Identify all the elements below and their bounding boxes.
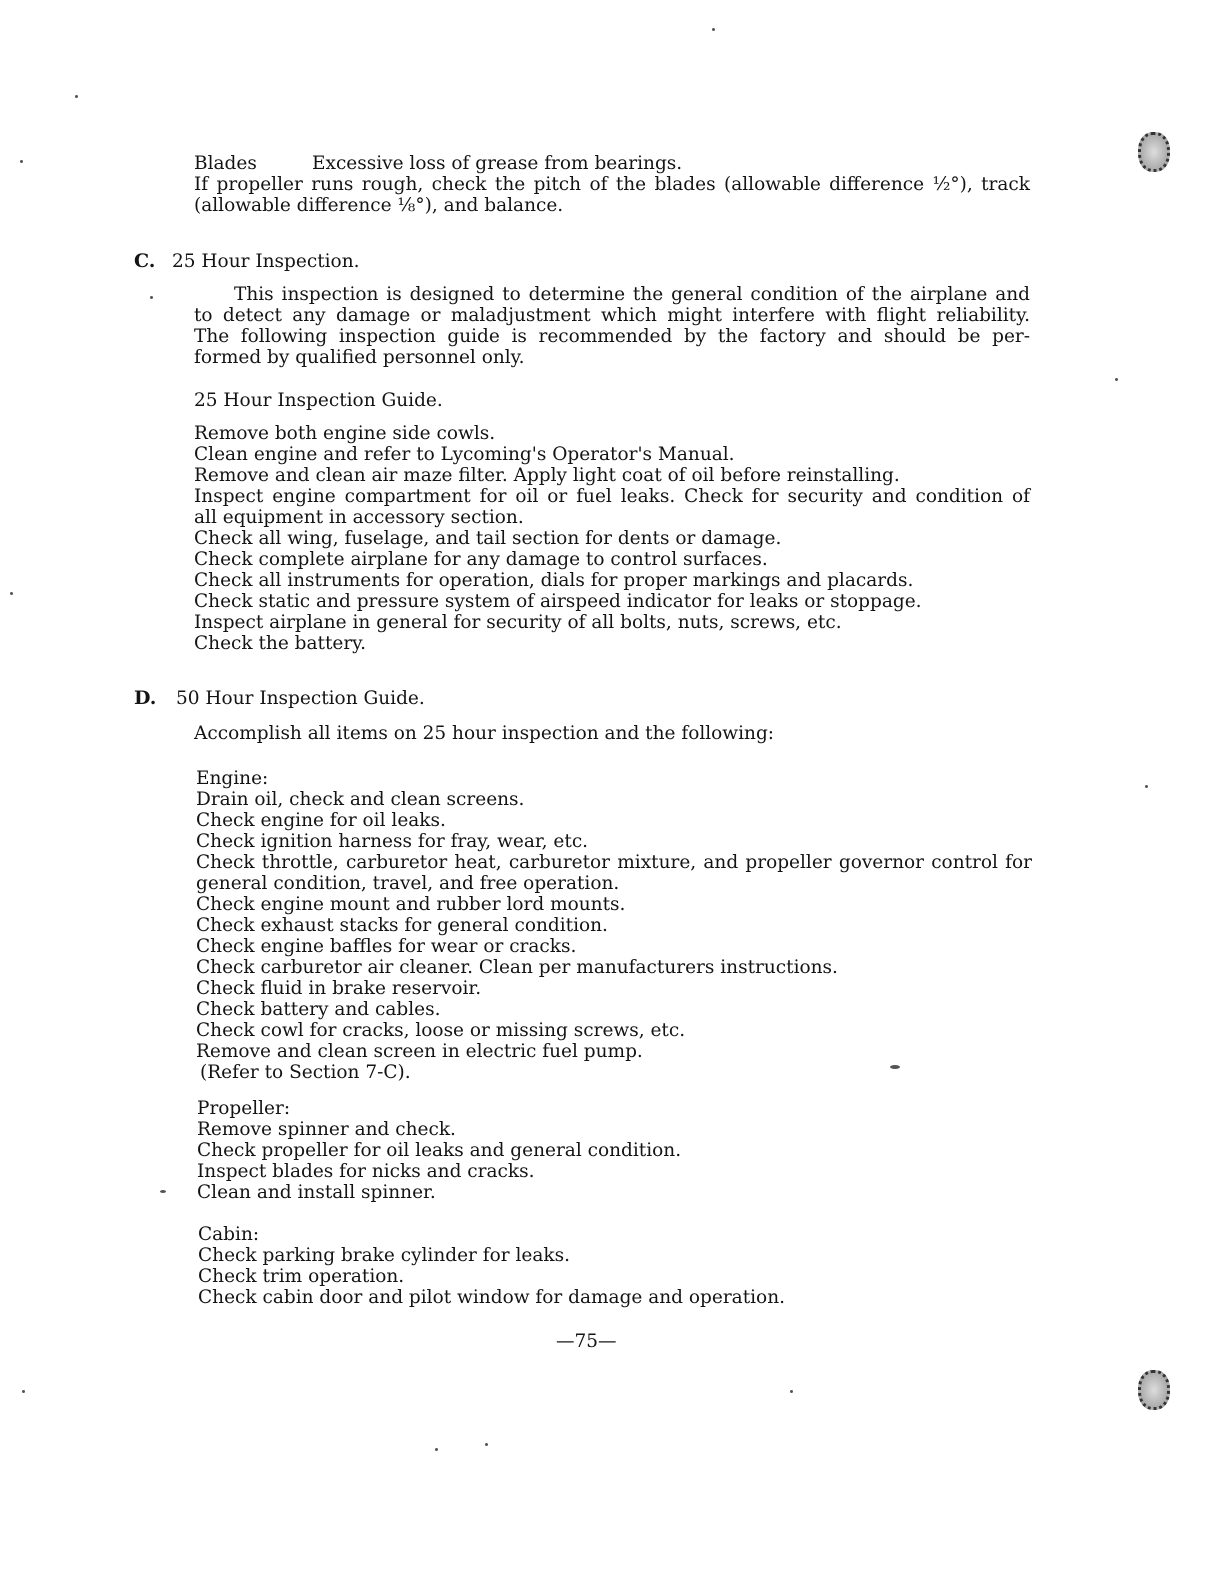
intro-line: to detect any damage or maladjustment which might interfere with flight reliability.	[194, 305, 1030, 326]
list-item: Inspect engine compartment for oil or fuel leaks. Check for security and condition of	[194, 486, 1030, 507]
binder-hole-bottom	[1138, 1370, 1170, 1410]
list-item: general condition, travel, and free operation.	[196, 873, 620, 894]
list-item: Check engine for oil leaks.	[196, 810, 446, 831]
list-item: all equipment in accessory section.	[194, 507, 524, 528]
list-item: Check complete airplane for any damage to control surfaces.	[194, 549, 768, 570]
list-item: Check propeller for oil leaks and general condition.	[197, 1140, 682, 1161]
list-item: Check carburetor air cleaner. Clean per manufacturers instructions.	[196, 957, 838, 978]
section-c-letter: C.	[134, 250, 156, 272]
list-item: Check throttle, carburetor heat, carburetor mixture, and propeller governor control for	[196, 852, 1032, 873]
guide-title-25: 25 Hour Inspection Guide.	[194, 390, 443, 411]
cabin-list	[198, 1224, 1034, 1308]
propeller-heading: Propeller:	[197, 1098, 291, 1119]
list-item: Remove and clean air maze filter. Apply light coat of oil before reinstalling.	[194, 465, 900, 486]
list-item: Check all wing, fuselage, and tail section for dents or damage.	[194, 528, 782, 549]
list-item: Inspect airplane in general for security of all bolts, nuts, screws, etc.	[194, 612, 842, 633]
propeller-list	[197, 1098, 1033, 1203]
intro-line: formed by qualified personnel only.	[194, 347, 525, 368]
scan-speck	[890, 1065, 900, 1069]
engine-list	[196, 768, 1032, 1083]
scan-speck	[22, 1390, 25, 1393]
allowable-line: (allowable difference ⅛°), and balance.	[194, 195, 564, 216]
page-number: —75—	[556, 1331, 617, 1352]
list-item: Check ignition harness for fray, wear, etc.	[196, 831, 589, 852]
section-c-list	[194, 423, 1030, 654]
list-item: (Refer to Section 7-C).	[200, 1062, 411, 1083]
scan-speck	[712, 28, 715, 31]
scan-speck	[150, 296, 153, 299]
list-item: Remove spinner and check.	[197, 1119, 456, 1140]
list-item: Clean engine and refer to Lycoming's Operator's Manual.	[194, 444, 735, 465]
intro-line: The following inspection guide is recommended by the factory and should be per-	[194, 326, 1030, 347]
scan-speck	[790, 1390, 793, 1393]
blades-block	[194, 153, 1030, 216]
section-d-letter: D.	[134, 687, 157, 709]
list-item: Check exhaust stacks for general condition.	[196, 915, 608, 936]
list-item: Check the battery.	[194, 633, 367, 654]
cabin-heading: Cabin:	[198, 1224, 260, 1245]
list-item: Inspect blades for nicks and cracks.	[197, 1161, 535, 1182]
list-item: Check cabin door and pilot window for damage and operation.	[198, 1287, 785, 1308]
blades-label: Blades	[194, 153, 257, 174]
scan-speck	[10, 592, 13, 595]
list-item: Check battery and cables.	[196, 999, 441, 1020]
binder-hole-top	[1138, 132, 1170, 172]
scan-speck	[20, 160, 23, 163]
list-item: Drain oil, check and clean screens.	[196, 789, 525, 810]
list-item: Check all instruments for operation, dials for proper markings and placards.	[194, 570, 914, 591]
scan-speck	[1145, 785, 1148, 788]
list-item: Check cowl for cracks, loose or missing screws, etc.	[196, 1020, 686, 1041]
scan-speck	[435, 1448, 438, 1451]
list-item: Check engine mount and rubber lord mounts.	[196, 894, 626, 915]
list-item: Check engine baffles for wear or cracks.	[196, 936, 577, 957]
list-item: Clean and install spinner.	[197, 1182, 436, 1203]
section-c-intro	[194, 284, 1030, 368]
list-item: Check trim operation.	[198, 1266, 405, 1287]
list-item: Remove both engine side cowls.	[194, 423, 496, 444]
scan-speck	[485, 1443, 488, 1446]
scan-speck	[75, 95, 78, 98]
section-d-title: 50 Hour Inspection Guide.	[176, 688, 425, 709]
scan-speck	[160, 1190, 166, 1193]
section-d-intro: Accomplish all items on 25 hour inspection and the following:	[194, 723, 775, 744]
engine-heading: Engine:	[196, 768, 269, 789]
scan-speck	[1115, 378, 1118, 381]
intro-line: This inspection is designed to determine the general condition of the airplane and	[234, 284, 1030, 305]
list-item: Check parking brake cylinder for leaks.	[198, 1245, 570, 1266]
blades-text: Excessive loss of grease from bearings.	[312, 153, 683, 174]
propeller-rough-line: If propeller runs rough, check the pitch of the blades (allowable difference ½°), track	[194, 174, 1030, 195]
list-item: Check static and pressure system of airspeed indicator for leaks or stoppage.	[194, 591, 922, 612]
section-c-title: 25 Hour Inspection.	[172, 251, 360, 272]
list-item: Check fluid in brake reservoir.	[196, 978, 482, 999]
list-item: Remove and clean screen in electric fuel pump.	[196, 1041, 643, 1062]
